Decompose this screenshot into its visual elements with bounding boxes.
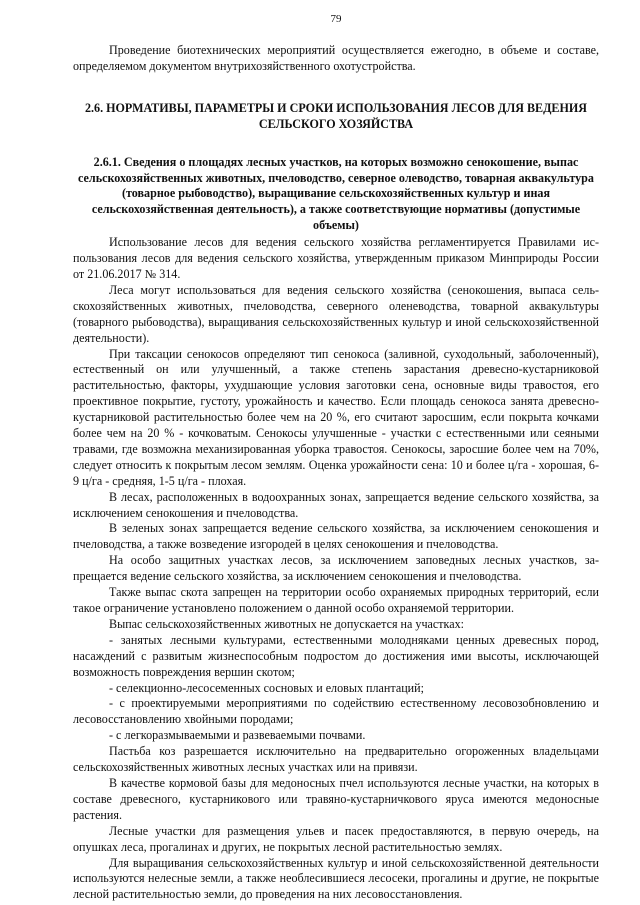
paragraph-hayfields: При таксации сенокосов определяют тип сенокоса (заливной, суходольный, заболоченный), естественный он или улучшенный, а также степень зарастания древесно-кустарниковой растительностью, факторы, ухудшающие условия заготовки сена, основные виды травостоя, его проективное покрытие, густоту, урожайность и качество. Если площадь сенокоса занята древесно-кустарниковой растительностью более чем на 20 %, его считают заросшим, если покрыта кочками более чем на 20 % - кочковатым. Сенокосы улучшенные - участки с естественными или сеяными травами, где возможна механизированная уборка травостоя. Сенокосы, заросшие более чем на 70%, следует относить к покрытым лесом землям. Оценка урожайности сена: 10 и более ц/га - хорошая, 6-9 ц/га - средняя, 1-5 ц/га - плохая.	[73, 346, 599, 488]
list-item: - селекционно-лесосеменных сосновых и еловых плантаций;	[109, 680, 424, 695]
paragraph-water-zones: В лесах, расположенных в водоохранных зонах, запрещается ведение сельского хозяйства, за исключением сенокошения и пчеловодства.	[73, 489, 599, 520]
subsection-heading: 2.6.1. Сведения о площадях лесных участков, на которых возможно сенокошение, выпас сельскохозяйственных животных, пчеловодство, северное олеводство, товарная аквакультура (товарное рыбоводство), выращивание сельскохозяйственных культур и иная сельскохозяйственная деятельность), а также соответствующие нормативы (допустимые объемы)	[78, 154, 594, 233]
paragraph-protective-areas: На особо защитных участках лесов, за исключением заповедных лесных участков, запрещается ведение сельского хозяйства, за исключением сенокошения и пчеловодства.	[73, 553, 599, 584]
list-item: - с проектируемыми мероприятиями по содействию естественному лесовозобновлению и лесовосстановлению хвойными породами;	[73, 696, 599, 727]
paragraph-grazing-restrictions: Выпас сельскохозяйственных животных не допускается на участках:	[109, 616, 465, 631]
paragraph-apiaries: Лесные участки для размещения ульев и пасек предоставляются, в первую очередь, на опушках леса, прогалинах и других, не покрытых лесной растительностью землях.	[73, 823, 599, 854]
paragraph-green-zones: В зеленых зонах запрещается ведение сельского хозяйства, за исключением сенокошения и пчеловодства, а также возведение изгородей в целях сенокошения и пчеловодства.	[73, 521, 599, 552]
paragraph-bees: В качестве кормовой базы для медоносных пчел используются лесные участки, на которых в составе древесного, кустарникового или травяно-кустарничкового яруса имеются медоносные растения.	[73, 775, 599, 822]
page-number: 79	[330, 13, 342, 25]
paragraph-crops: Для выращивания сельскохозяйственных культур и иной сельскохозяйственной деятельности используются нелесные земли, а также необлесившиеся лесосеки, прогалины и другие, не покрытые лесной растительностью земли, до проведения на них лесовосстановления.	[73, 855, 599, 902]
paragraph-goats: Пастьба коз разрешается исключительно на предварительно огороженных владельцами сельскохозяйственных животных лесных участках или на привязи.	[73, 744, 599, 775]
paragraph-rules: Использование лесов для ведения сельского хозяйства регламентируется Правилами использования лесов для ведения сельского хозяйства, утвержденным приказом Минприроды России от 21.06.2017 № 314.	[73, 235, 599, 281]
intro-paragraph: Проведение биотехнических мероприятий осуществляется ежегодно, в объеме и составе, определяемом документом внутрихозяйственного охотустройства.	[73, 43, 599, 73]
list-item: - занятых лесными культурами, естественными молодняками ценных древесных пород, насаждений с развитым жизнеспособным подростом до достижения ими высоты, исключающей возможность повреждения вершин скотом;	[73, 632, 599, 679]
paragraph-protected-territories: Также выпас скота запрещен на территории особо охраняемых природных территорий, если такое ограничение установлено положением о данной особо охраняемой территории.	[73, 585, 599, 615]
section-heading: 2.6. НОРМАТИВЫ, ПАРАМЕТРЫ И СРОКИ ИСПОЛЬЗОВАНИЯ ЛЕСОВ ДЛЯ ВЕДЕНИЯ СЕЛЬСКОГО ХОЗЯЙСТВА	[84, 100, 588, 131]
paragraph-uses: Леса могут использоваться для ведения сельского хозяйства (сенокошения, выпаса сельскохозяйственных животных, пчеловодства, северного оленеводства, товарной аквакультуры (товарного рыбоводства), выращивания сельскохозяйственных культур и иной сельскохозяйственной деятельности).	[73, 282, 599, 345]
list-item: - с легкоразмываемыми и развеваемыми почвами.	[109, 728, 366, 743]
